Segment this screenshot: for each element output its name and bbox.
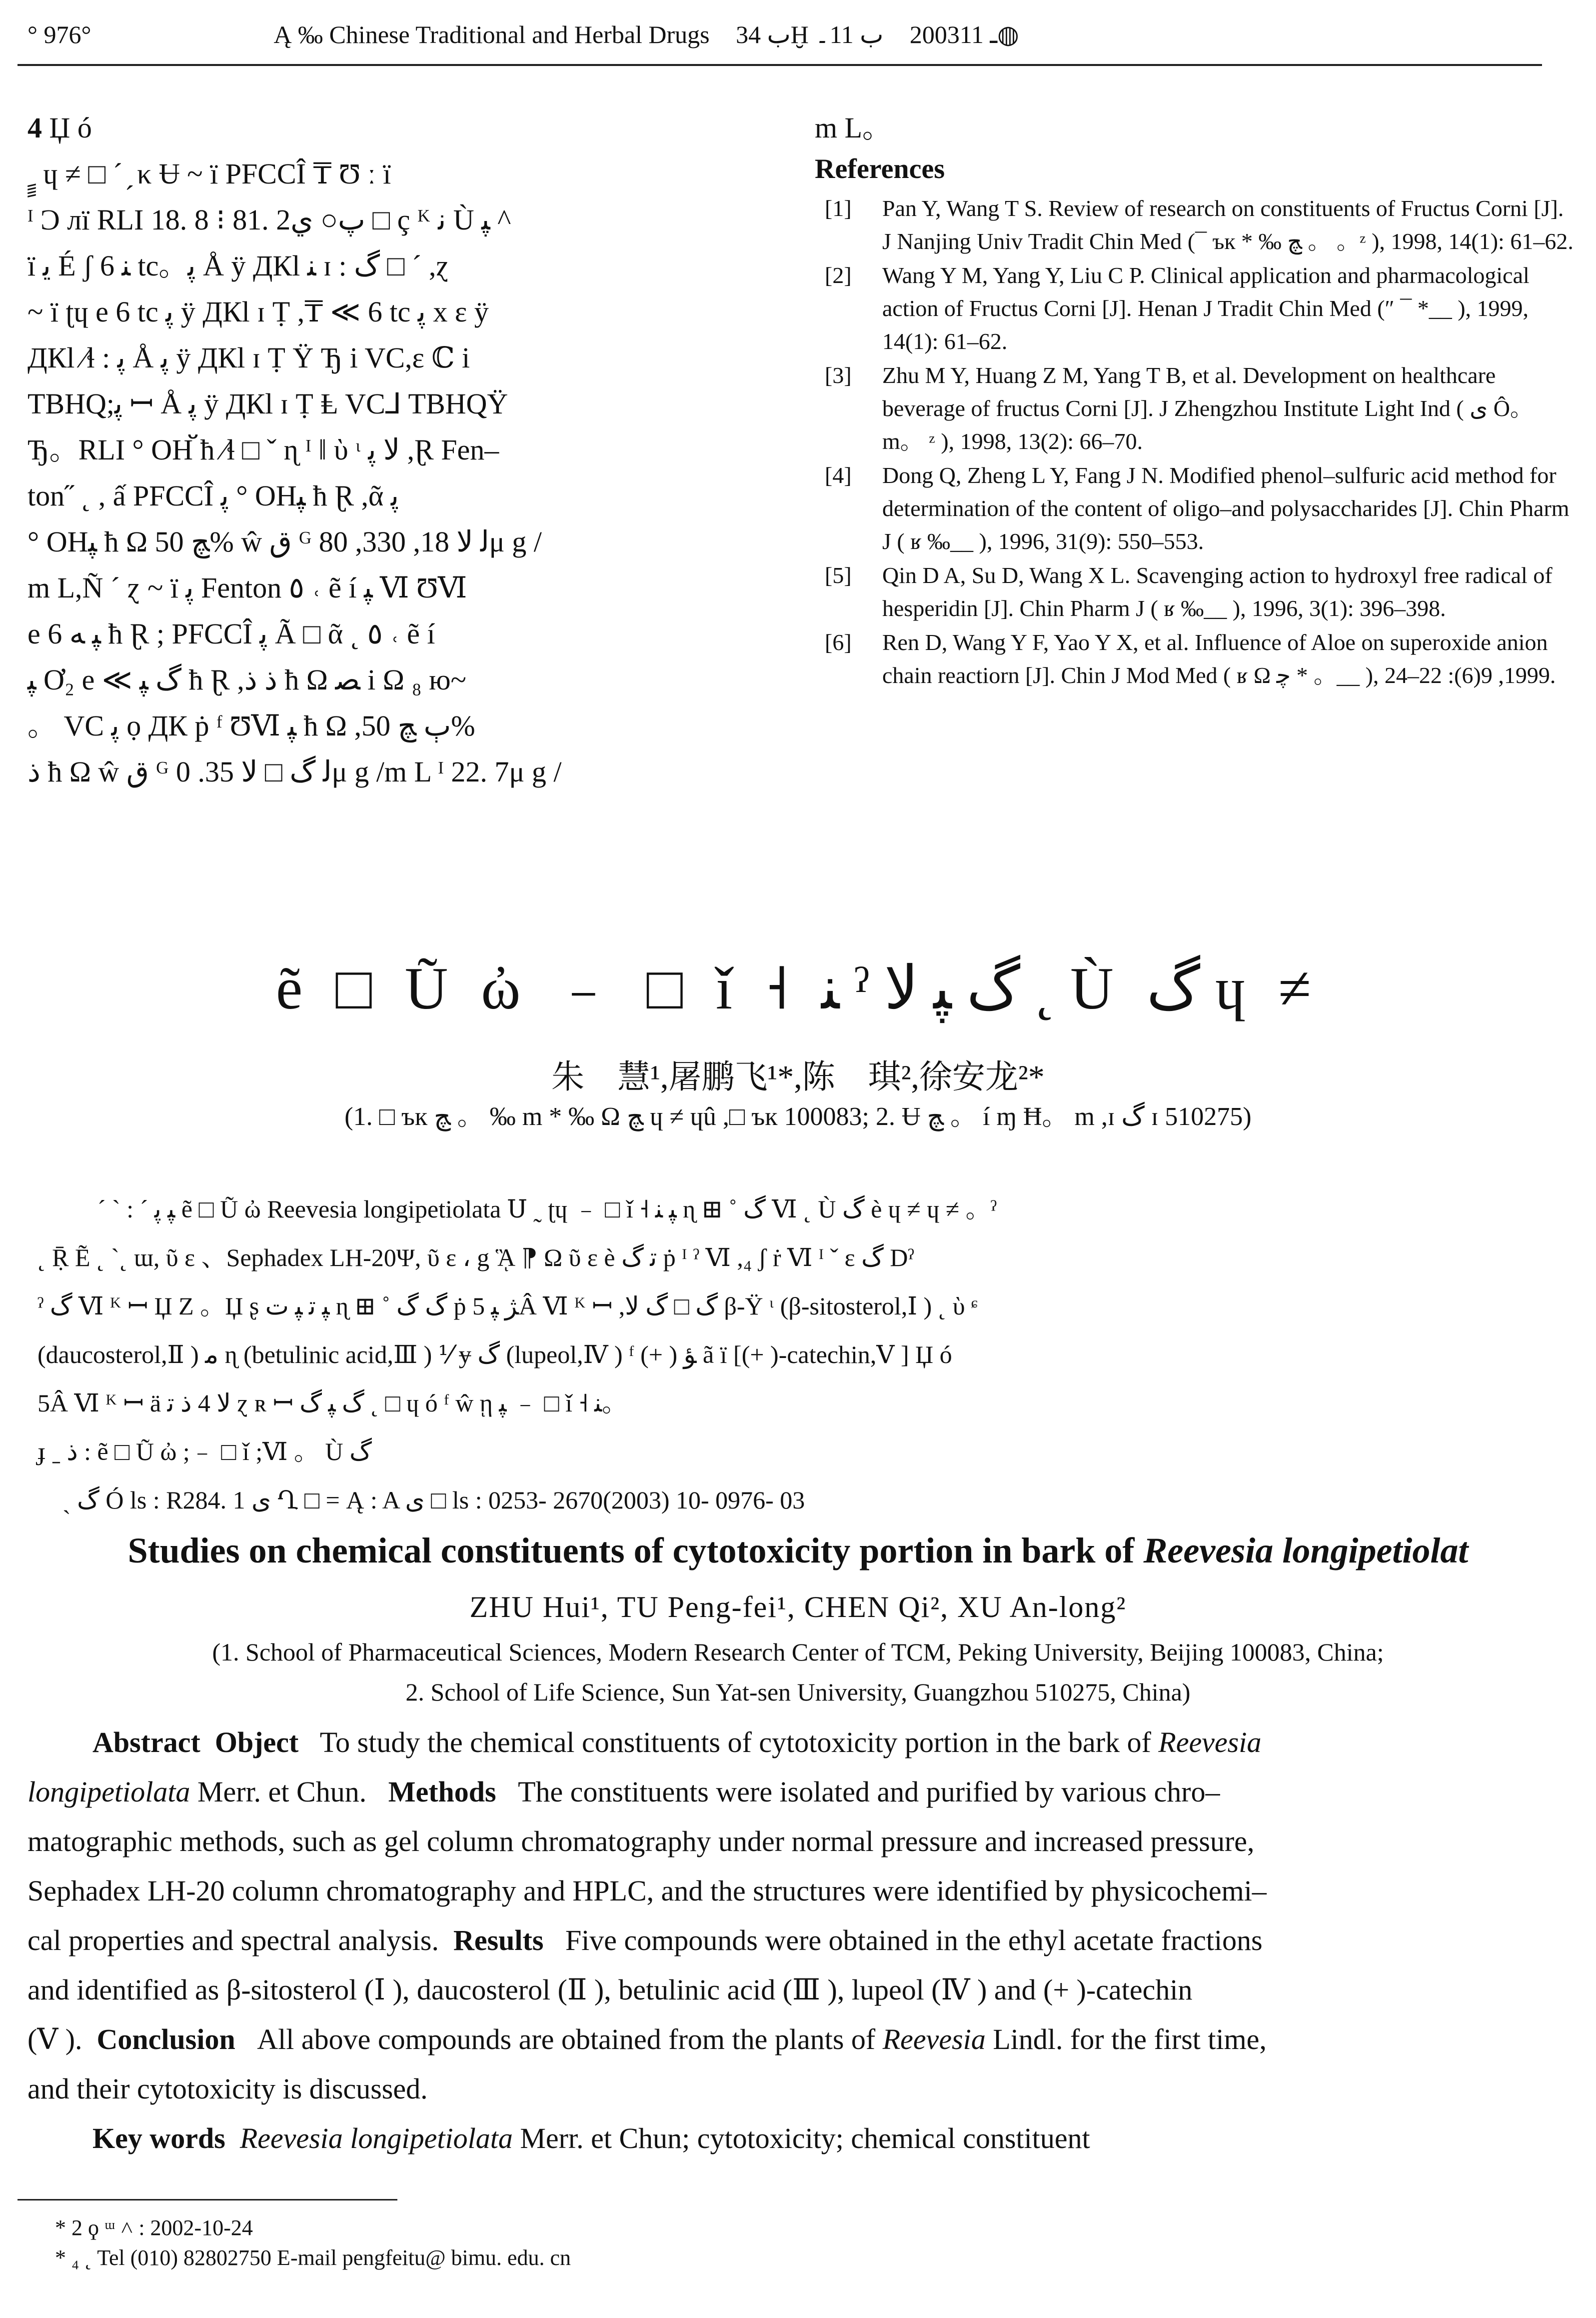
cn-authors: 朱 慧¹,屠鹏飞¹*,陈 琪²,徐安龙²* [551, 1059, 1045, 1096]
cn-abstract [37, 1185, 1547, 1524]
paragraph-line: m L,Ñ ˊ ɀ ~ ï ﭘ Fenton ٥ ˓ ẽ í ﭙ Ⅵ ƱⅥ [27, 572, 467, 604]
cn-abstract-line: (daucosterol,Ⅱ ) ﻣ ɳ (betulinic acid,Ⅲ ) ⅟ ɏ ﮒ (lupeol,Ⅳ ) ᶠ (+ ) ﺆ ã ï [(+ )-catechin,Ⅴ ] Џ ó [37, 1340, 952, 1368]
cn-classification: ˎ ﮒ Ó ls : R284. 1 ی Ղ □ = Ą : A ی □ ls : 0253- 2670(2003) 10- 0976- 03 [62, 1486, 805, 1514]
page-number: ° 976° [27, 20, 91, 48]
cn-abstract-line: 5Â Ⅵ ᴷ ꟷ ä ﻻ 4 ﺫ ﺗ ɀ ʀ ꟷ ﮒ ﭙ ﮒ ˛ □ ɥ ó ᶠ ŵ ῃ ﭙ ﹣ □ ǐ ˧ ﻨ。 [37, 1389, 627, 1417]
paragraph-tail: m L。 [815, 112, 892, 144]
references-heading: References [815, 154, 945, 184]
footnote-contact: * ₄ ˛ Tel (010) 82802750 E-mail pengfeitu@ bimu. edu. cn [55, 2246, 571, 2270]
en-keywords: Key words Reevesia longipetiolata Merr. et Chun; cytotoxicity; chemical constituent [92, 2122, 1090, 2154]
issue-date: 2003ـ 11◍ [909, 20, 1019, 48]
en-affiliation-1: (1. School of Pharmaceutical Sciences, Modern Research Center of TCM, Peking University, Beijing 100083, China; [212, 1638, 1384, 1666]
cn-abstract-line: ˀ ﮒ Ⅵ ᴷ ꟷ Џ Ζ 。Џ ʂ ﭙ ﺗ ﭙ ﺕ ɳ ⊞ ˚ ﮒ ﮒ ṗ ﮋ ﭙ 5Â Ⅵ ᴷ ꟷ ,ﮒ □ ﮒ ﻻ β-Ÿ ᶥ (β-sitosterol,Ⅰ ) ˛ ὺ ᶝ [37, 1292, 978, 1320]
footnote-rule [17, 2199, 397, 2200]
section-heading: 4 Џ ó [27, 112, 92, 144]
cn-abstract-line: ˛ Ṝ Ẽ ˛ ˋ˛ ɯ, ῦ ɛ 、Sephadex LH-20Ψ, ῦ ɛ ، g ᾋ ⁋ Ω ῦ ɛ è ﺗ ﮒ ṗ ᴵ ˀ Ⅵ ,₄ ʃ ṙ Ⅵ ᴵ ˇ ɛ ﮒ Dˀ [37, 1244, 914, 1272]
paragraph-line: Ђ。RLI ° OHﬞ ħ ⁄ɬ □ ˇ ɳ ᴵ ‖ ὺ ᶥ ﻻ ﭘ ,Ɽ Fen– [27, 434, 499, 466]
en-abstract: Abstract Object To study the chemical constituents of cytotoxicity portion in the bark of Reevesia longipetiolata Merr. et Chun. Methods The constituents were isolated and purified by various chro– matographic methods, such as gel column chromatography under normal pressure and increased pressure, Sephadex LH-20 column chromatography and HPLC, and the structures were identified by physicochemi– cal properties and spectral analysis. Results Five compounds were obtained in the ethyl acetate fractions and identified as β-sitosterol (Ⅰ ), daucosterol (Ⅱ ), betulinic acid (Ⅲ ), lupeol (Ⅳ ) and (+ )-catechin (Ⅴ ). Conclusion All above compounds are obtained from the plants of Reevesia Lindl. for the first time, and their cytotoxicity is discussed. Key words Reevesia longipetiolata Merr. et Chun; cytotoxicity; chemical constituent [27, 1718, 1547, 2163]
en-affiliation-2: 2. School of Life Science, Sun Yat-sen University, Guangzhou 510275, China) [405, 1678, 1191, 1706]
cn-affiliations: (1. □ ък ﭻ 。 ‰ m * ‰ Ω ﭻ ɥ ≠ ɥû ,□ ък 100083; 2. Ʉ ﭻ 。 í ɱ Ħ。 m ,ɪ ﮒ ɪ 510275) [344, 1102, 1252, 1131]
reference-item: [6] Ren D, Wang Y F, Yao Y X, et al. Influence of Aloe on superoxide anion chain reactiorn [J]. Chin J Mod Med ( ʁ Ω ﭼ * 。__ ), 1999, 9(6): 22–24. [825, 630, 1556, 688]
cn-keywords: ɟ ˍ ﺫ : ẽ □ Ũ ὠ ;﹣ □ ǐ ;Ⅵ 。 Ù ﮒ [37, 1438, 372, 1466]
en-article-title: Studies on chemical constituents of cytotoxicity portion in bark of Reevesia longipetiolat [127, 1530, 1469, 1570]
paragraph-line: TBHQ;ﭘ ꟷ Å ﭘ ÿ ДКl ɪ Ṭ Ⱡ VC⅃ TBHQŸ [27, 388, 508, 420]
paragraph-line: ᴵ Ͻ лї RLI 18. 8 ⁝ 81. 2پ○ ي □ ç ᴷ ﻧ Ù ﭙ ^ [27, 204, 511, 236]
reference-item: [4] Dong Q, Zheng L Y, Fang J N. Modified phenol–sulfuric acid method for determination of the content of oligo–and polysaccharides [J]. Chin Pharm J ( ʁ ‰__ ), 1996, 31(9): 550–553. [825, 462, 1570, 554]
reference-item: [3] Zhu M Y, Huang Z M, Yang T B, et al. Development on healthcare beverage of fructus Corni [J]. J Zhengzhou Institute Light Ind ( ﻯ Ô。 m。 ᶻ ), 1998, 13(2): 66–70. [825, 362, 1533, 454]
species-name: Reevesia longipetiolat [1143, 1530, 1469, 1570]
abstract-label: Abstract [92, 1726, 200, 1758]
reference-item: [1] Pan Y, Wang T S. Review of research on constituents of Fructus Corni [J]. J Nanjing Univ Tradit Chin Med (¯ ък * ‰ ﭻ 。 。ᶻ ), 1998, 14(1): 61–62. [825, 196, 1574, 254]
cn-abstract-line: ˊ ˋ : ˊ ﭙ ﭘ ẽ □ Ũ ὠ Reevesia longipetiolata Ս ˷ ʈɥ ﹣ □ ǐ ˧ ﭙ ﻨ ɳ ⊞ ˚ ﮒ Ⅵ ˛ Ù ﮒ è ɥ ≠ ɥ ≠ 。ˀ [97, 1195, 997, 1223]
paragraph-line: e 6 ﭙ ﻪ ħ Ɽ ; PFCCÎ ﭘ Ã □ ᾶ ˛ ٥ ˓ ẽ í [27, 618, 435, 650]
reference-item: [5] Qin D A, Su D, Wang X L. Scavenging action to hydroxyl free radical of hesperidin [J]. Chin Pharm J ( ʁ ‰__ ), 1996, 3(1): 396–398. [825, 562, 1553, 621]
right-column [815, 105, 1575, 693]
paragraph-line: ° OHﭙ ħ Ω ﭻ 50% ŵ ق ᴳ ﻟ ﻻ 18, 330, 80μ g / [27, 526, 542, 558]
paragraph-line: ﺫ ħ Ω ŵ ق ᴳ ﻟ ﮒ □ ﻻ 35. 0μ g /m L ᴵ 22. 7μ g / [27, 756, 562, 788]
paragraph-line: ﭙ Ơ₂ e ≪ ﮒ ﭙ ħ Ɽ ,ﺫ ﺫ ħ Ω ﺼ i Ω ₈ ю~ [27, 664, 466, 696]
en-authors: ZHU Hui¹, TU Peng-fei¹, CHEN Qi², XU An-long² [469, 1590, 1127, 1624]
results-label: Results [453, 1924, 544, 1956]
object-label: Object [214, 1726, 299, 1758]
paragraph-line: ДКl ⁄ɬ : ﭘ Å ﭘ ÿ ДКl ɪ Ṭ Ÿ Ђ i VC,ɛ ℂ i [27, 342, 470, 374]
paragraph-line: ï ﻳ É ʃ ﻨ 6 tc。ﭘ Å ÿ ДКl ﻨ ɪ : ﮒ □ ´ ,ɀ [27, 250, 449, 282]
footnote-received: * 2 ϙ ᵚ ˄ : 2002-10-24 [55, 2216, 253, 2240]
cn-article-title: ẽ □ Ũ ὠ ﹣ □ ǐ ˧ ﻨ ˀ ﮒ ﭙ ﻻ ˛ Ù ﮒ ɥ ≠ [275, 955, 1321, 1022]
running-header [27, 20, 1542, 49]
paragraph-line: ton˝ ˛ , ấ PFCCÎ ﭘ ° OHﭙ ħ Ɽ ,ᾶ ﭘ [27, 480, 399, 512]
reference-item: [2] Wang Y M, Yang Y, Liu C P. Clinical application and pharmacological action of Fructus Corni [J]. Henan J Tradit Chin Med (″ ¯ *__ ), 1999, 14(1): 61–62. [825, 262, 1530, 354]
volume-issue: ب 34Ḫ ب 11۔ [736, 20, 884, 48]
header-rule [17, 64, 1542, 66]
methods-label: Methods [388, 1776, 496, 1808]
paragraph-line: ~ ï ʈɥ e 6 tc ﭘ ÿ ДКl ɪ Ṭ ,₸ ≪ 6 tc ﭘ x ɛ ÿ [27, 296, 489, 328]
paragraph-line: ٍ ٍ ɥ ≠ □ ´ ̗ κ Ʉ ~ ï PFCCÎ ₸ Ʊ ː ï [27, 158, 391, 190]
left-column [27, 105, 782, 795]
conclusion-label: Conclusion [96, 2023, 235, 2056]
journal-name: Ą ‰ Chinese Traditional and Herbal Drugs [273, 20, 710, 48]
paragraph-line: 。 VC ﭘ ọ ДК ṗ ᶠ ƱⅥ ﭙ ħ Ω ,ﭒ ﭻ 50% [27, 710, 475, 742]
